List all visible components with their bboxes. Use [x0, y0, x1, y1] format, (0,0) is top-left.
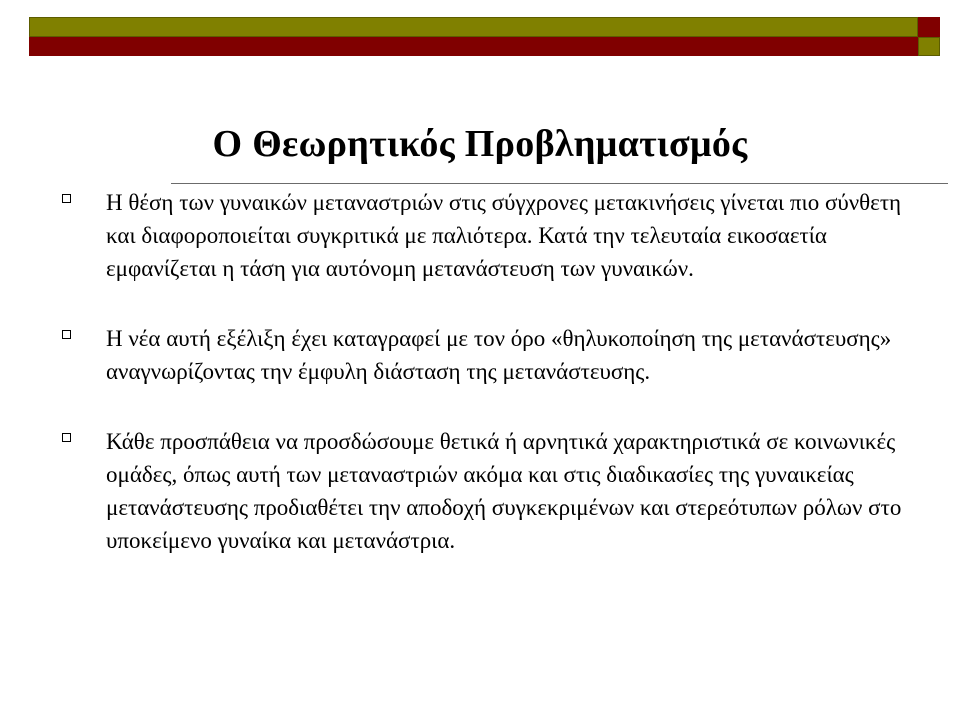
square-bullet-icon — [62, 433, 71, 442]
title-underline — [171, 183, 948, 184]
bullet-item — [62, 425, 922, 557]
square-bullet-icon — [62, 330, 71, 339]
header-bar-maroon — [29, 37, 918, 56]
bullet-text: Η νέα αυτή εξέλιξη έχει καταγραφεί με τον όρο «θηλυκοποίηση της μετανάστευσης» αναγνωρίζοντας την έμφυλη διάσταση της μετανάστευσης. — [106, 326, 892, 384]
bullet-text: Η θέση των γυναικών μεταναστριών στις σύγχρονες μετακινήσεις γίνεται πιο σύνθετη και διαφοροποιείται συγκριτικά με παλιότερα. Κατά την τελευταία εικοσαετία εμφανίζεται η τάση για αυτόνομη μετανάστευση των γυναικών. — [106, 190, 902, 281]
bullet-list — [62, 186, 922, 594]
bullet-item — [62, 322, 922, 388]
bullet-item — [62, 186, 922, 285]
slide-title: Ο Θεωρητικός Προβληματισμός — [212, 123, 748, 165]
bullet-text: Κάθε προσπάθεια να προσδώσουμε θετικά ή αρνητικά χαρακτηριστικά σε κοινωνικές ομάδες, όπως αυτή των μεταναστριών ακόμα και στις διαδικασίες της γυναικείας μετανάστευσης προδιαθέτει την αποδοχή συγκεκριμένων και στερεότυπων ρόλων στο υποκείμενο γυναίκα και μετανάστρια. — [106, 429, 902, 553]
square-bullet-icon — [62, 194, 71, 203]
header-square-olive — [918, 37, 940, 56]
header-bar-olive — [29, 17, 918, 37]
header-square-maroon — [918, 17, 940, 37]
